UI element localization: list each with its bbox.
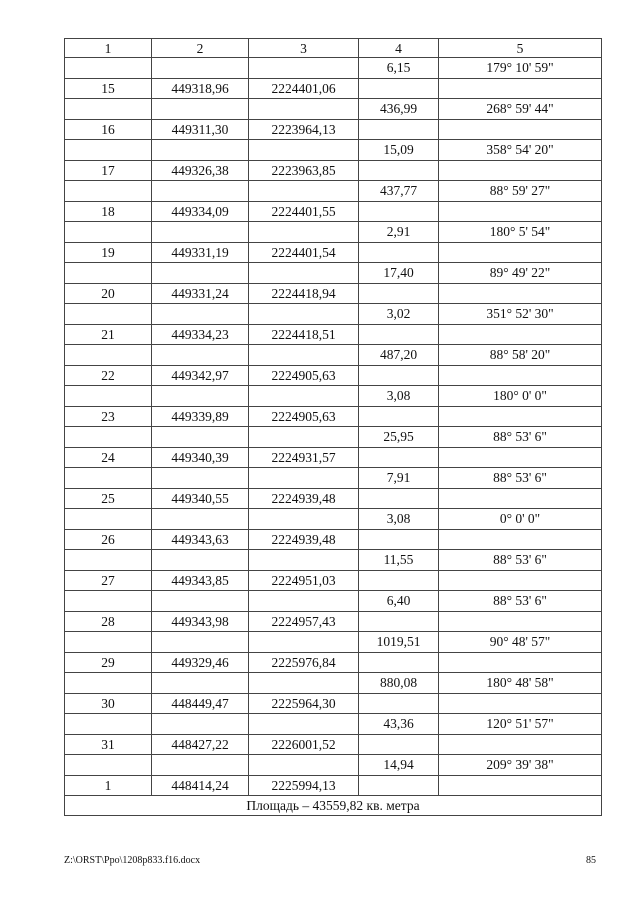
coord-x: 449331,19 <box>152 242 249 263</box>
point-row <box>65 242 602 263</box>
direction-angle: 90° 48' 57" <box>439 632 602 653</box>
segment-length: 15,09 <box>359 140 439 161</box>
page-number: 85 <box>586 855 596 866</box>
point-row <box>65 119 602 140</box>
point-number <box>65 263 152 284</box>
point-number <box>65 509 152 530</box>
point-number <box>65 222 152 243</box>
direction-angle <box>439 324 602 345</box>
point-number: 22 <box>65 365 152 386</box>
point-number: 31 <box>65 734 152 755</box>
segment-row <box>65 509 602 530</box>
segment-length <box>359 365 439 386</box>
coord-y: 2224951,03 <box>249 570 359 591</box>
table-body <box>65 58 602 796</box>
coord-y: 2224957,43 <box>249 611 359 632</box>
coord-x <box>152 755 249 776</box>
segment-length: 14,94 <box>359 755 439 776</box>
point-number <box>65 304 152 325</box>
direction-angle: 88° 53' 6" <box>439 468 602 489</box>
direction-angle: 268° 59' 44" <box>439 99 602 120</box>
coord-x: 449340,39 <box>152 447 249 468</box>
segment-row <box>65 345 602 366</box>
segment-length <box>359 529 439 550</box>
segment-row <box>65 99 602 120</box>
point-number: 27 <box>65 570 152 591</box>
segment-length: 25,95 <box>359 427 439 448</box>
coord-y: 2223964,13 <box>249 119 359 140</box>
coord-y <box>249 58 359 79</box>
coord-y <box>249 427 359 448</box>
segment-length <box>359 611 439 632</box>
coord-x <box>152 263 249 284</box>
point-number <box>65 386 152 407</box>
coord-x: 449331,24 <box>152 283 249 304</box>
direction-angle: 88° 58' 20" <box>439 345 602 366</box>
coord-x: 449334,23 <box>152 324 249 345</box>
direction-angle: 180° 48' 58" <box>439 673 602 694</box>
direction-angle <box>439 488 602 509</box>
point-row <box>65 570 602 591</box>
coord-y <box>249 509 359 530</box>
segment-length: 7,91 <box>359 468 439 489</box>
segment-length: 1019,51 <box>359 632 439 653</box>
coord-y: 2224418,51 <box>249 324 359 345</box>
point-number: 26 <box>65 529 152 550</box>
point-number: 20 <box>65 283 152 304</box>
direction-angle: 180° 5' 54" <box>439 222 602 243</box>
point-row <box>65 283 602 304</box>
segment-length: 11,55 <box>359 550 439 571</box>
point-number <box>65 755 152 776</box>
point-number <box>65 140 152 161</box>
segment-length <box>359 693 439 714</box>
coord-x <box>152 427 249 448</box>
direction-angle <box>439 201 602 222</box>
segment-row <box>65 673 602 694</box>
direction-angle <box>439 406 602 427</box>
segment-length <box>359 570 439 591</box>
direction-angle <box>439 242 602 263</box>
segment-length <box>359 242 439 263</box>
segment-row <box>65 58 602 79</box>
area-total: Площадь – 43559,82 кв. метра <box>65 796 602 816</box>
point-number: 30 <box>65 693 152 714</box>
point-number <box>65 345 152 366</box>
segment-length: 880,08 <box>359 673 439 694</box>
header-cell-2: 2 <box>152 39 249 58</box>
coord-x <box>152 714 249 735</box>
direction-angle: 358° 54' 20" <box>439 140 602 161</box>
direction-angle: 120° 51' 57" <box>439 714 602 735</box>
direction-angle: 89° 49' 22" <box>439 263 602 284</box>
coord-y <box>249 468 359 489</box>
direction-angle <box>439 734 602 755</box>
coord-x <box>152 468 249 489</box>
direction-angle <box>439 652 602 673</box>
point-row <box>65 734 602 755</box>
point-number <box>65 550 152 571</box>
coord-y <box>249 673 359 694</box>
segment-length: 3,08 <box>359 509 439 530</box>
point-row <box>65 529 602 550</box>
segment-row <box>65 263 602 284</box>
direction-angle <box>439 447 602 468</box>
segment-length: 436,99 <box>359 99 439 120</box>
coord-y <box>249 140 359 161</box>
coord-x: 449334,09 <box>152 201 249 222</box>
point-row <box>65 611 602 632</box>
direction-angle: 88° 53' 6" <box>439 427 602 448</box>
coord-x <box>152 550 249 571</box>
coord-x: 449326,38 <box>152 160 249 181</box>
coord-y: 2224401,55 <box>249 201 359 222</box>
coordinates-table <box>64 38 602 816</box>
header-cell-3: 3 <box>249 39 359 58</box>
direction-angle <box>439 570 602 591</box>
coord-y <box>249 345 359 366</box>
point-number: 1 <box>65 775 152 796</box>
segment-row <box>65 140 602 161</box>
direction-angle: 179° 10' 59" <box>439 58 602 79</box>
direction-angle <box>439 775 602 796</box>
segment-length <box>359 447 439 468</box>
point-number: 15 <box>65 78 152 99</box>
point-row <box>65 447 602 468</box>
point-number <box>65 99 152 120</box>
point-number: 16 <box>65 119 152 140</box>
area-row <box>65 796 602 816</box>
segment-row <box>65 427 602 448</box>
coord-y: 2224931,57 <box>249 447 359 468</box>
segment-length <box>359 775 439 796</box>
point-number: 24 <box>65 447 152 468</box>
point-number <box>65 673 152 694</box>
point-number <box>65 181 152 202</box>
direction-angle: 351° 52' 30" <box>439 304 602 325</box>
document-path: Z:\ORST\Ppo\1208p833.f16.docx <box>64 855 201 866</box>
direction-angle: 0° 0' 0" <box>439 509 602 530</box>
header-cell-1: 1 <box>65 39 152 58</box>
segment-length <box>359 78 439 99</box>
header-row <box>65 39 602 58</box>
segment-row <box>65 386 602 407</box>
coord-y: 2225964,30 <box>249 693 359 714</box>
segment-row <box>65 755 602 776</box>
direction-angle <box>439 529 602 550</box>
direction-angle <box>439 611 602 632</box>
point-number: 25 <box>65 488 152 509</box>
direction-angle: 88° 53' 6" <box>439 591 602 612</box>
coord-x <box>152 58 249 79</box>
segment-length <box>359 160 439 181</box>
direction-angle: 88° 53' 6" <box>439 550 602 571</box>
coord-y <box>249 222 359 243</box>
point-number: 29 <box>65 652 152 673</box>
point-number: 23 <box>65 406 152 427</box>
point-number <box>65 591 152 612</box>
coord-x: 448427,22 <box>152 734 249 755</box>
segment-row <box>65 222 602 243</box>
segment-row <box>65 591 602 612</box>
direction-angle <box>439 693 602 714</box>
coord-x <box>152 509 249 530</box>
header-cell-5: 5 <box>439 39 602 58</box>
segment-length <box>359 201 439 222</box>
coord-x <box>152 99 249 120</box>
coord-y: 2224905,63 <box>249 365 359 386</box>
direction-angle: 209° 39' 38" <box>439 755 602 776</box>
coord-y: 2224401,06 <box>249 78 359 99</box>
direction-angle <box>439 78 602 99</box>
point-row <box>65 324 602 345</box>
coord-y <box>249 591 359 612</box>
coord-y: 2224939,48 <box>249 529 359 550</box>
segment-row <box>65 550 602 571</box>
segment-row <box>65 714 602 735</box>
coord-x: 449343,63 <box>152 529 249 550</box>
segment-length <box>359 119 439 140</box>
point-row <box>65 652 602 673</box>
point-number <box>65 468 152 489</box>
coord-x <box>152 386 249 407</box>
segment-length <box>359 406 439 427</box>
segment-row <box>65 304 602 325</box>
point-number: 21 <box>65 324 152 345</box>
direction-angle: 180° 0' 0" <box>439 386 602 407</box>
point-number <box>65 714 152 735</box>
segment-length: 487,20 <box>359 345 439 366</box>
point-row <box>65 78 602 99</box>
point-row <box>65 775 602 796</box>
coord-x: 449329,46 <box>152 652 249 673</box>
point-number <box>65 58 152 79</box>
direction-angle: 88° 59' 27" <box>439 181 602 202</box>
point-number <box>65 632 152 653</box>
segment-length: 43,36 <box>359 714 439 735</box>
coord-x <box>152 591 249 612</box>
coord-x <box>152 181 249 202</box>
coord-x <box>152 632 249 653</box>
direction-angle <box>439 119 602 140</box>
coord-y <box>249 386 359 407</box>
point-row <box>65 488 602 509</box>
coord-x: 449340,55 <box>152 488 249 509</box>
coord-y <box>249 263 359 284</box>
segment-length <box>359 652 439 673</box>
coord-y: 2224418,94 <box>249 283 359 304</box>
point-row <box>65 365 602 386</box>
coord-y <box>249 755 359 776</box>
coord-x: 449311,30 <box>152 119 249 140</box>
point-row <box>65 406 602 427</box>
point-row <box>65 201 602 222</box>
coord-y <box>249 181 359 202</box>
point-row <box>65 693 602 714</box>
coord-x <box>152 222 249 243</box>
coord-y <box>249 304 359 325</box>
coord-y <box>249 550 359 571</box>
segment-length: 6,40 <box>359 591 439 612</box>
coord-x: 449339,89 <box>152 406 249 427</box>
segment-length <box>359 488 439 509</box>
segment-row <box>65 468 602 489</box>
coord-x: 449318,96 <box>152 78 249 99</box>
header-cell-4: 4 <box>359 39 439 58</box>
segment-length: 3,02 <box>359 304 439 325</box>
coord-y <box>249 632 359 653</box>
segment-length: 6,15 <box>359 58 439 79</box>
coord-x <box>152 140 249 161</box>
coord-y <box>249 99 359 120</box>
direction-angle <box>439 365 602 386</box>
coord-x: 449342,97 <box>152 365 249 386</box>
coord-y: 2224401,54 <box>249 242 359 263</box>
segment-length <box>359 734 439 755</box>
point-number: 17 <box>65 160 152 181</box>
point-number: 28 <box>65 611 152 632</box>
segment-length: 437,77 <box>359 181 439 202</box>
coord-y: 2225976,84 <box>249 652 359 673</box>
segment-row <box>65 181 602 202</box>
point-number <box>65 427 152 448</box>
coord-y: 2225994,13 <box>249 775 359 796</box>
point-number: 19 <box>65 242 152 263</box>
coord-x <box>152 345 249 366</box>
coord-y: 2224905,63 <box>249 406 359 427</box>
segment-length: 3,08 <box>359 386 439 407</box>
segment-row <box>65 632 602 653</box>
direction-angle <box>439 283 602 304</box>
segment-length <box>359 283 439 304</box>
segment-length <box>359 324 439 345</box>
coord-x <box>152 673 249 694</box>
coord-y: 2223963,85 <box>249 160 359 181</box>
coord-x: 448414,24 <box>152 775 249 796</box>
direction-angle <box>439 160 602 181</box>
coord-x: 449343,98 <box>152 611 249 632</box>
coord-y: 2226001,52 <box>249 734 359 755</box>
coord-x: 448449,47 <box>152 693 249 714</box>
coord-y: 2224939,48 <box>249 488 359 509</box>
point-number: 18 <box>65 201 152 222</box>
coord-x: 449343,85 <box>152 570 249 591</box>
point-row <box>65 160 602 181</box>
coord-y <box>249 714 359 735</box>
coord-x <box>152 304 249 325</box>
segment-length: 17,40 <box>359 263 439 284</box>
segment-length: 2,91 <box>359 222 439 243</box>
